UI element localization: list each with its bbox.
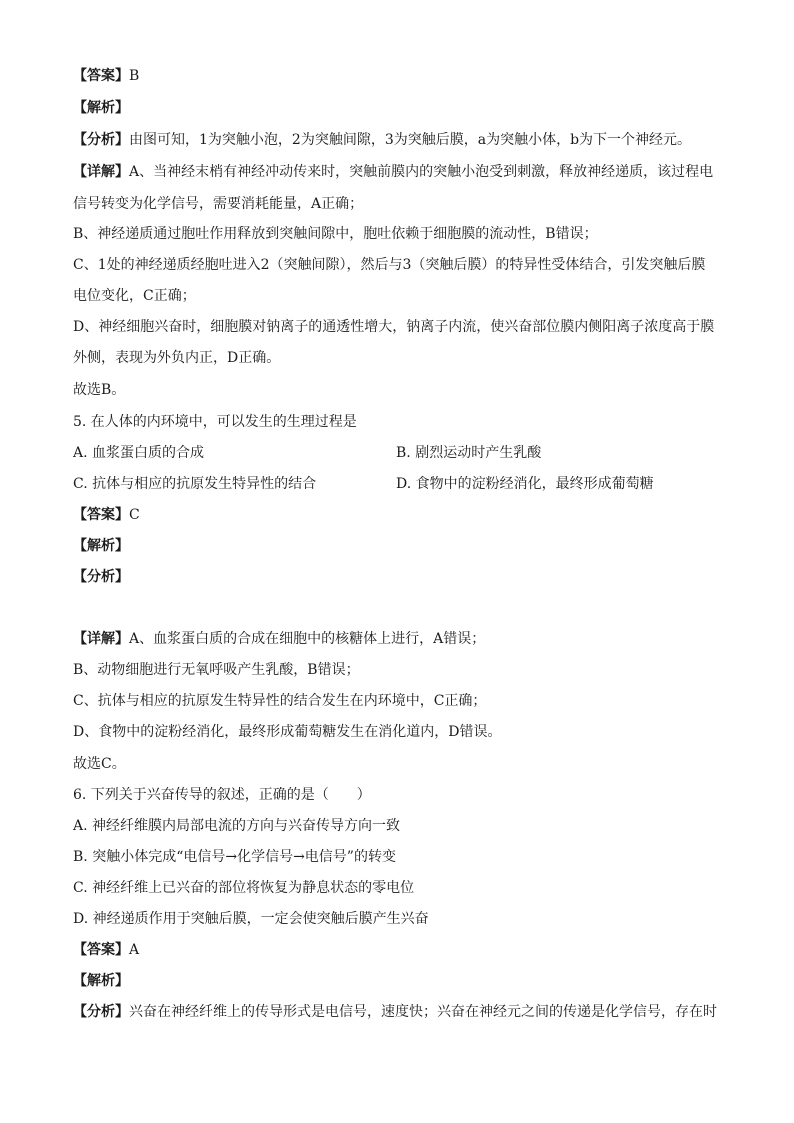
fenxi-tag: 【分析】 — [73, 1004, 129, 1020]
q6-fenxi-line — [73, 1003, 723, 1021]
fenxi-text: 兴奋在神经纤维上的传导形式是电信号，速度快；兴奋在神经元之间的传递是化学信号，存在时 — [129, 1004, 717, 1020]
q5-fenxi-heading — [73, 568, 723, 586]
q6-option-d: D. 神经递质作用于突触后膜，一定会使突触后膜产生兴奋 — [73, 911, 429, 927]
q5-option-c: C. 抗体与相应的抗原发生特异性的结合 — [73, 476, 317, 492]
q4-detail-line-4: C、1处的神经递质经胞吐进入2（突触间隙），然后与3（突触后膜）的特异性受体结合，引发突触后膜 — [73, 257, 706, 273]
q4-detail-line-7: 外侧，表现为外负内正，D正确。 — [73, 350, 281, 366]
q4-detail-line-5: 电位变化，C正确； — [73, 288, 196, 304]
q5-option-b: B. 剧烈运动时产生乳酸 — [396, 445, 542, 461]
q6-option-a: A. 神经纤维膜内局部电流的方向与兴奋传导方向一致 — [73, 818, 401, 834]
q5-conclusion: 故选C。 — [73, 756, 126, 772]
q4-detail-line-6: D、神经细胞兴奋时，细胞膜对钠离子的通透性增大，钠离子内流，使兴奋部位膜内侧阳离子浓度高于膜 — [73, 319, 715, 335]
q4-detail-line-1 — [73, 163, 723, 181]
detail-text: A、当神经末梢有神经冲动传来时，突触前膜内的突触小泡受到刺激，释放神经递质，该过程电 — [129, 164, 714, 180]
answer-tag: 【答案】 — [73, 942, 129, 958]
q6-answer-line — [73, 941, 723, 959]
analysis-tag: 【解析】 — [73, 538, 129, 554]
q6-option-c: C. 神经纤维上已兴奋的部位将恢复为静息状态的零电位 — [73, 880, 415, 896]
q5-detail-line-3: C、抗体与相应的抗原发生特异性的结合发生在内环境中，C正确； — [73, 693, 487, 709]
q5-option-d: D. 食物中的淀粉经消化，最终形成葡萄糖 — [396, 476, 654, 492]
detail-tag: 【详解】 — [73, 631, 129, 647]
q4-answer-line — [73, 67, 723, 85]
q5-option-a: A. 血浆蛋白质的合成 — [73, 445, 205, 461]
answer-tag: 【答案】 — [73, 68, 129, 84]
q4-detail-line-3: B、神经递质通过胞吐作用释放到突触间隙中，胞吐依赖于细胞膜的流动性，B错误； — [73, 226, 598, 242]
analysis-tag: 【解析】 — [73, 100, 129, 116]
analysis-tag: 【解析】 — [73, 973, 129, 989]
q6-stem: 6. 下列关于兴奋传导的叙述，正确的是（ ） — [73, 787, 371, 803]
q4-conclusion: 故选B。 — [73, 382, 126, 398]
q4-detail-line-2: 信号转变为化学信号，需要消耗能量，A正确； — [73, 196, 364, 212]
q5-detail-line-4: D、食物中的淀粉经消化，最终形成葡萄糖发生在消化道内，D错误。 — [73, 724, 502, 740]
answer-tag: 【答案】 — [73, 507, 129, 523]
q5-detail-line-2: B、动物细胞进行无氧呼吸产生乳酸，B错误； — [73, 662, 360, 678]
q5-answer-line — [73, 506, 723, 524]
q5-analysis-heading — [73, 537, 723, 555]
answer-value: B — [129, 68, 140, 84]
fenxi-text: 由图可知，1为突触小泡，2为突触间隙，3为突触后膜，a为突触小体，b为下一个神经元。 — [129, 132, 692, 148]
fenxi-tag: 【分析】 — [73, 132, 129, 148]
q5-detail-line-1 — [73, 630, 723, 648]
q4-analysis-heading — [73, 99, 723, 117]
answer-value: A — [129, 942, 140, 958]
detail-tag: 【详解】 — [73, 164, 129, 180]
q4-fenxi-line — [73, 131, 723, 149]
detail-text: A、血浆蛋白质的合成在细胞中的核糖体上进行，A错误； — [129, 631, 486, 647]
fenxi-tag: 【分析】 — [73, 569, 129, 585]
q6-option-b: B. 突触小体完成“电信号→化学信号→电信号”的转变 — [73, 849, 396, 865]
q5-stem: 5. 在人体的内环境中，可以发生的生理过程是 — [73, 414, 357, 430]
answer-value: C — [129, 507, 140, 523]
q6-analysis-heading — [73, 972, 723, 990]
